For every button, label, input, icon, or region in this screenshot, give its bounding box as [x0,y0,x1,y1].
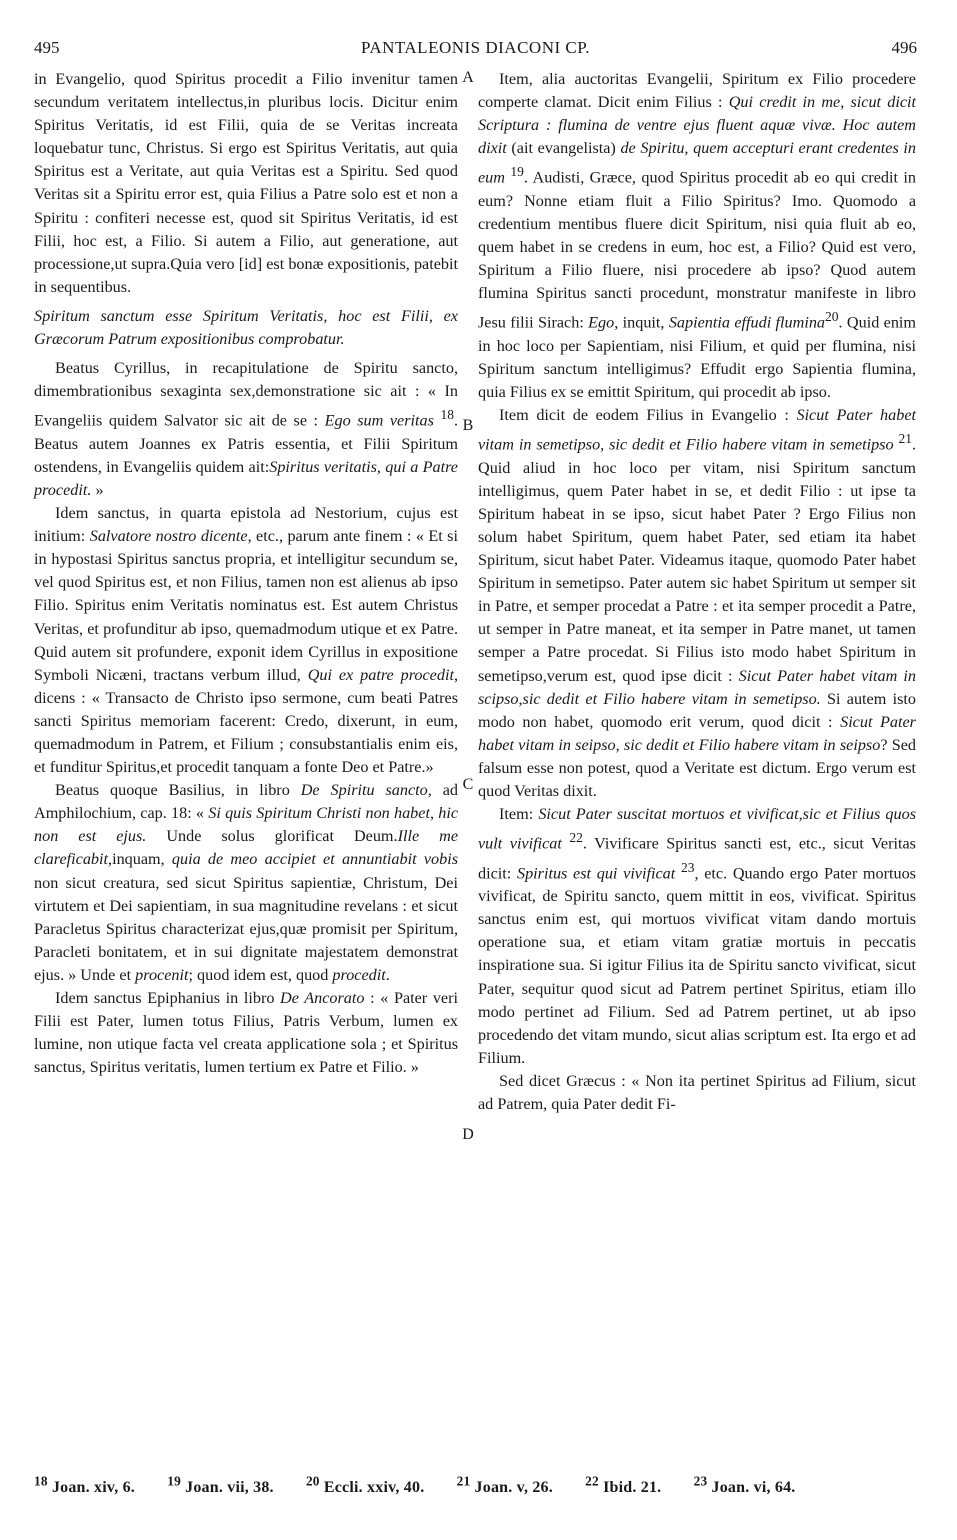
left-column [34,68,458,1079]
page-number-right: 496 [891,38,917,57]
footnote-ref: 18 [440,407,454,423]
margin-marker-b: B [462,417,474,434]
paragraph: Beatus quoque Basilius, in libro De Spiritu sancto, ad Amphilochium, cap. 18: « Si quis Spiritum Christi non habet, hic non est ejus. Unde solus glorificat Deum.Ille me clareficabit,inquam, quia de meo accipiet et annuntiabit vobis non sicut creatura, sed sicut Spiritus sapientiæ, Christum, Dei virtutem et Dei sapientiam, in sua magnitudine revelans : et sicut Paracletus Spiritus characterizat ejus,quæ promisit per Spiritum, Paracleti bonitatem, et in sui dignitate majestatem demonstrat ejus. » Unde et procenit; quod idem est, quod procedit. [34,781,459,984]
footnotes [34,1474,917,1497]
paragraph: Beatus Cyrillus, in recapitulatione de Spiritu sancto, dimembrationibus sexaginta sex,demonstratione sic ait : « In Evangeliis quidem Salvator sic ait de se : Ego sum veritas $^{18}$. Beatus autem Joannes ex Patris essentia, et Filii Spiritum ostendens, in Evangeliis quidem ait:Spiritus veritatis, qui a Patre procedit. » [34,359,458,499]
footnote: $^{23}$ Joan. vi, 64. [693,1474,796,1497]
footnote-ref: 22 [569,830,583,846]
paragraph: Item, alia auctoritas Evangelii, Spiritum ex Filio procedere comperte clamat. Dicit enim Filius : Qui credit in me, sicut dicit Scriptura : flumina de ventre ejus fluent aquæ vivæ. Hoc autem dixit (ait evangelista) de Spiritu, quem accepturi erant credentes in eum $^{19}$. Audisti, Græce, quod Spiritus procedit ab eo qui credit in eum? Nonne etiam fluit a Filio Spiritus? Imo. Quomodo a credentium mentibus fluere dicit Spiritum, nisi quia fluit ab eo, quem habet in se credens in eum, hoc est, a Filio? Quid est vero, Spiritum a Filio fluere, nisi procedere ab ipso? Quod autem flumina Spiritus sancti procedunt, monstratur manifeste in libro Jesu filii Sirach: Ego, inquit, Sapientia effudi flumina$^{20}$. Quid enim in hoc loco per Sapientiam, nisi Filium, et quid per flumina, nisi Spiritum sanctum intelligimus? Effudit ergo Sapientia flumina, quia Filius ex se emittit Spiritum, qui procedit ab ipso. [478,70,917,401]
footnote-ref: 19 [510,164,524,180]
page-header [34,38,917,62]
section-heading: Spiritum sanctum esse Spiritum Veritatis, hoc est Filii, ex Græcorum Patrum expositionibus comprobatur. [34,306,458,349]
paragraph: Sed dicet Græcus : « Non ita pertinet Spiritus ad Filium, sicut ad Patrem, quia Pater dedit Fi- [478,1071,916,1113]
running-title: PANTALEONIS DIACONI CP. [360,38,591,57]
footnote: $^{19}$ Joan. vii, 38. [167,1474,274,1497]
paragraph: Item: Sicut Pater suscitat mortuos et vivificat,sic et Filius quos vult vivificat $^{22}$. Vivificare Spiritus sancti est, etc., sicut Veritas dicit: Spiritus est qui vivificat $^{23}$, etc. Quando ergo Pater mortuos vivificat, de Spiritu sancto, quem mittit in eos, vivificat. Spiritus sanctus enim est, qui mortuos vivificat vitam dando mortuis operatione sua, et etiam vitam gratiæ mortuis in peccatis inspiratione sua. Si igitur Filius ita de Spiritu sancto vivificat, sicut Pater, sequitur quod sicut ad Patrem pertinet Spiritus, etiam illo modo pertinet ad Filium. Sed ad Patrem pertinet, ut ab ipso procedendo det vitam mundo, sicut alias scriptum est. Ita ergo et ad Filium. [478,805,916,1067]
margin-marker-d: D [462,1126,474,1143]
margin-marker-a: A [462,69,474,86]
footnote: $^{22}$ Ibid. 21. [585,1474,662,1497]
paragraph: Idem sanctus, in quarta epistola ad Nestorium, cujus est initium: Salvatore nostro dicente, etc., parum ante finem : « Et si in hypostasi Spiritus sanctus propria, et intelligitur secundum se, vel quod Spiritus est, et non Filius, tamen non est alienus ab ipso Filio. Spiritus enim Veritatis nominatus est. Est autem Christus Veritas, et profunditur ab ipso, quemadmodum utique et ex Patre. Quid autem sit profundere, exponit idem Cyrillus in expositione Symboli Nicæni, tractans verbum illud, Qui ex patre procedit, dicens : « Transacto de Christo ipso sermone, cum beati Patres sancti Spiritus memoriam facerent: Credo, dixerunt, in eum, quemadmodum in Patrem, et Filium ; consubstantialis enim eis, et funditur Spiritus,et procedit tanquam a fonte Deo et Patre.» [34,504,458,777]
page-number-left: 495 [34,38,60,57]
footnote-ref: 21 [898,431,912,447]
margin-marker-c: C [462,776,474,793]
paragraph: in Evangelio, quod Spiritus procedit a Filio invenitur tamen secundum veritatem intellectus,in pluribus locis. Dicitur enim Spiritus Veritatis, id est Filii, quia de se Veritas increata loquebatur tunc, Christus. Si ergo est Spiritus Veritatis, aut quia Spiritus est a Veritate, aut quia Veritas est a Spiritu. Sed quod Veritas sit a Spiritu error est, quia Filius a Patre solo est et non a Spiritu : confiteri necesse est, quod sit Spiritus Veritatis, id est Filii, hoc est, a Filio. Si autem a Filio, aut generatione, aut processione,ut supra.Quia vero [id] est bonæ expositionis, patebit in sequentibus. [34,70,458,296]
paragraph: Idem sanctus Epiphanius in libro De Ancorato : « Pater veri Filii est Pater, lumen totus Filius, Patris Verbum, lumen ex lumine, non utique facta vel creata applicatione sola ; et Spiritus sanctus, Spiritus veritatis, lumen tertium ex Patre et Filio. » [34,989,458,1077]
footnote: $^{21}$ Joan. v, 26. [456,1474,553,1497]
footnote-ref: 20 [825,309,839,325]
paragraph: Item dicit de eodem Filius in Evangelio : Sicut Pater habet vitam in semetipso, sic dedit et Filio habere vitam in semetipso $^{21}$. Quid aliud in hoc loco per vitam, nisi Spiritum sanctum intelligimus, quem Pater habet in se, et dedit Filio : ut ipse ta Spiritum habeat in se ipso, sicut habet Pater ? Ergo Filius non solum habet Spiritum, quem habet Pater, sed etiam ita habet Spiritum, sicut habet Pater. Videamus itaque, quomodo Pater habet Spiritum in semetipso. Pater autem sic habet Spiritum ut semper sit in Patre, et semper procedat a Patre : et ita semper procedit a Patre, ut semper in Patre maneat, et ita semper in Patre manet, ut tamen semper a Patre procedat. Si Filius isto modo habet Spiritum in semetipso,verum est, quod ipse dicit : Sicut Pater habet vitam in scipso,sic dedit et Filio habere vitam in semetipso. Si autem isto modo non habet, quomodo erit verum, quod dicit : Sicut Pater habet vitam in seipso, sic dedit et Filio habere vitam in seipso? Sed falsum esse non potest, quod a Veritate est dictum. Ergo verum est quod Veritas dixit. [478,406,917,800]
right-column [478,68,916,1116]
footnote: $^{20}$ Eccli. xxiv, 40. [305,1474,425,1497]
footnote-ref: 23 [680,859,695,875]
footnote: $^{18}$ Joan. xiv, 6. [34,1474,135,1497]
